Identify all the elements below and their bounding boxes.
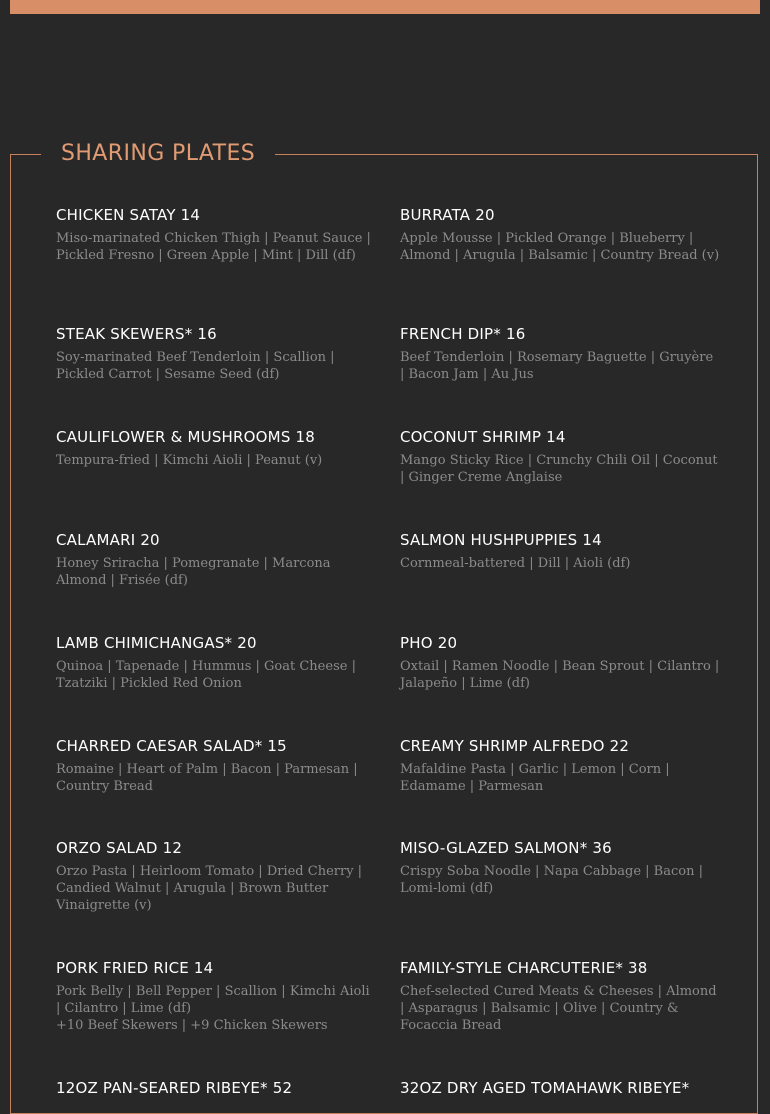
item-name: CAULIFLOWER & MUSHROOMS 18 bbox=[56, 428, 315, 446]
item-description: Apple Mousse | Pickled Orange | Blueberry | Almond | Arugula | Balsamic | Country Bread (v) bbox=[400, 231, 720, 263]
item-description: Quinoa | Tapenade | Hummus | Goat Cheese | Tzatziki | Pickled Red Onion bbox=[56, 659, 356, 691]
menu-item bbox=[56, 530, 376, 589]
top-accent-bar bbox=[10, 0, 760, 14]
item-description: Honey Sriracha | Pomegranate | Marcona Almond | Frisée (df) bbox=[56, 556, 331, 588]
item-name: PORK FRIED RICE 14 bbox=[56, 959, 214, 977]
item-description: Oxtail | Ramen Noodle | Bean Sprout | Cilantro | Jalapeño | Lime (df) bbox=[400, 659, 720, 691]
section-title: SHARING PLATES bbox=[41, 139, 275, 169]
item-description: Crispy Soba Noodle | Napa Cabbage | Bacon | Lomi-lomi (df) bbox=[400, 864, 703, 896]
item-description: Cornmeal-battered | Dill | Aioli (df) bbox=[400, 556, 631, 571]
item-name: PHO 20 bbox=[400, 634, 458, 652]
menu-item bbox=[56, 633, 376, 692]
menu-item bbox=[56, 736, 376, 795]
menu-item bbox=[400, 958, 720, 1034]
item-name: FRENCH DIP* 16 bbox=[400, 325, 526, 343]
menu-item bbox=[400, 530, 720, 572]
item-name: 12OZ PAN-SEARED RIBEYE* 52 bbox=[56, 1079, 293, 1097]
menu-item bbox=[56, 838, 376, 914]
menu-item bbox=[400, 427, 720, 486]
menu-item bbox=[56, 324, 376, 383]
menu-item bbox=[56, 205, 376, 264]
item-name: CREAMY SHRIMP ALFREDO 22 bbox=[400, 737, 630, 755]
item-description: Orzo Pasta | Heirloom Tomato | Dried Cherry | Candied Walnut | Arugula | Brown Butter Vinaigrette (v) bbox=[56, 864, 363, 913]
menu-item bbox=[400, 1078, 720, 1098]
item-description: Chef-selected Cured Meats & Cheeses | Almond | Asparagus | Balsamic | Olive | Country & Focaccia Bread bbox=[400, 984, 717, 1033]
menu-item bbox=[400, 838, 720, 897]
item-name: CHICKEN SATAY 14 bbox=[56, 206, 201, 224]
menu-item bbox=[56, 427, 376, 469]
item-name: BURRATA 20 bbox=[400, 206, 495, 224]
item-addons: +10 Beef Skewers | +9 Chicken Skewers bbox=[56, 1018, 328, 1033]
item-name: FAMILY-STYLE CHARCUTERIE* 38 bbox=[400, 959, 648, 977]
item-description: Tempura-fried | Kimchi Aioli | Peanut (v) bbox=[56, 453, 323, 468]
item-description: Mango Sticky Rice | Crunchy Chili Oil | Coconut | Ginger Creme Anglaise bbox=[400, 453, 718, 485]
menu-item bbox=[400, 205, 720, 264]
menu-item bbox=[400, 633, 720, 692]
item-description: Miso-marinated Chicken Thigh | Peanut Sauce | Pickled Fresno | Green Apple | Mint | Dill (df) bbox=[56, 231, 371, 263]
item-name: 32OZ DRY AGED TOMAHAWK RIBEYE* bbox=[400, 1079, 690, 1097]
item-name: STEAK SKEWERS* 16 bbox=[56, 325, 217, 343]
menu-item bbox=[56, 958, 376, 1034]
item-name: ORZO SALAD 12 bbox=[56, 839, 183, 857]
item-name: LAMB CHIMICHANGAS* 20 bbox=[56, 634, 257, 652]
item-name: SALMON HUSHPUPPIES 14 bbox=[400, 531, 602, 549]
item-description: Mafaldine Pasta | Garlic | Lemon | Corn | Edamame | Parmesan bbox=[400, 762, 670, 794]
item-description: Soy-marinated Beef Tenderloin | Scallion | Pickled Carrot | Sesame Seed (df) bbox=[56, 350, 335, 382]
item-description: Pork Belly | Bell Pepper | Scallion | Kimchi Aioli | Cilantro | Lime (df) bbox=[56, 984, 370, 1016]
menu-item bbox=[400, 736, 720, 795]
item-name: MISO-GLAZED SALMON* 36 bbox=[400, 839, 612, 857]
item-name: CHARRED CAESAR SALAD* 15 bbox=[56, 737, 287, 755]
menu-item bbox=[56, 1078, 376, 1098]
menu-item bbox=[400, 324, 720, 383]
item-description: Beef Tenderloin | Rosemary Baguette | Gruyère | Bacon Jam | Au Jus bbox=[400, 350, 714, 382]
item-description: Romaine | Heart of Palm | Bacon | Parmesan | Country Bread bbox=[56, 762, 358, 794]
item-name: COCONUT SHRIMP 14 bbox=[400, 428, 566, 446]
item-name: CALAMARI 20 bbox=[56, 531, 160, 549]
